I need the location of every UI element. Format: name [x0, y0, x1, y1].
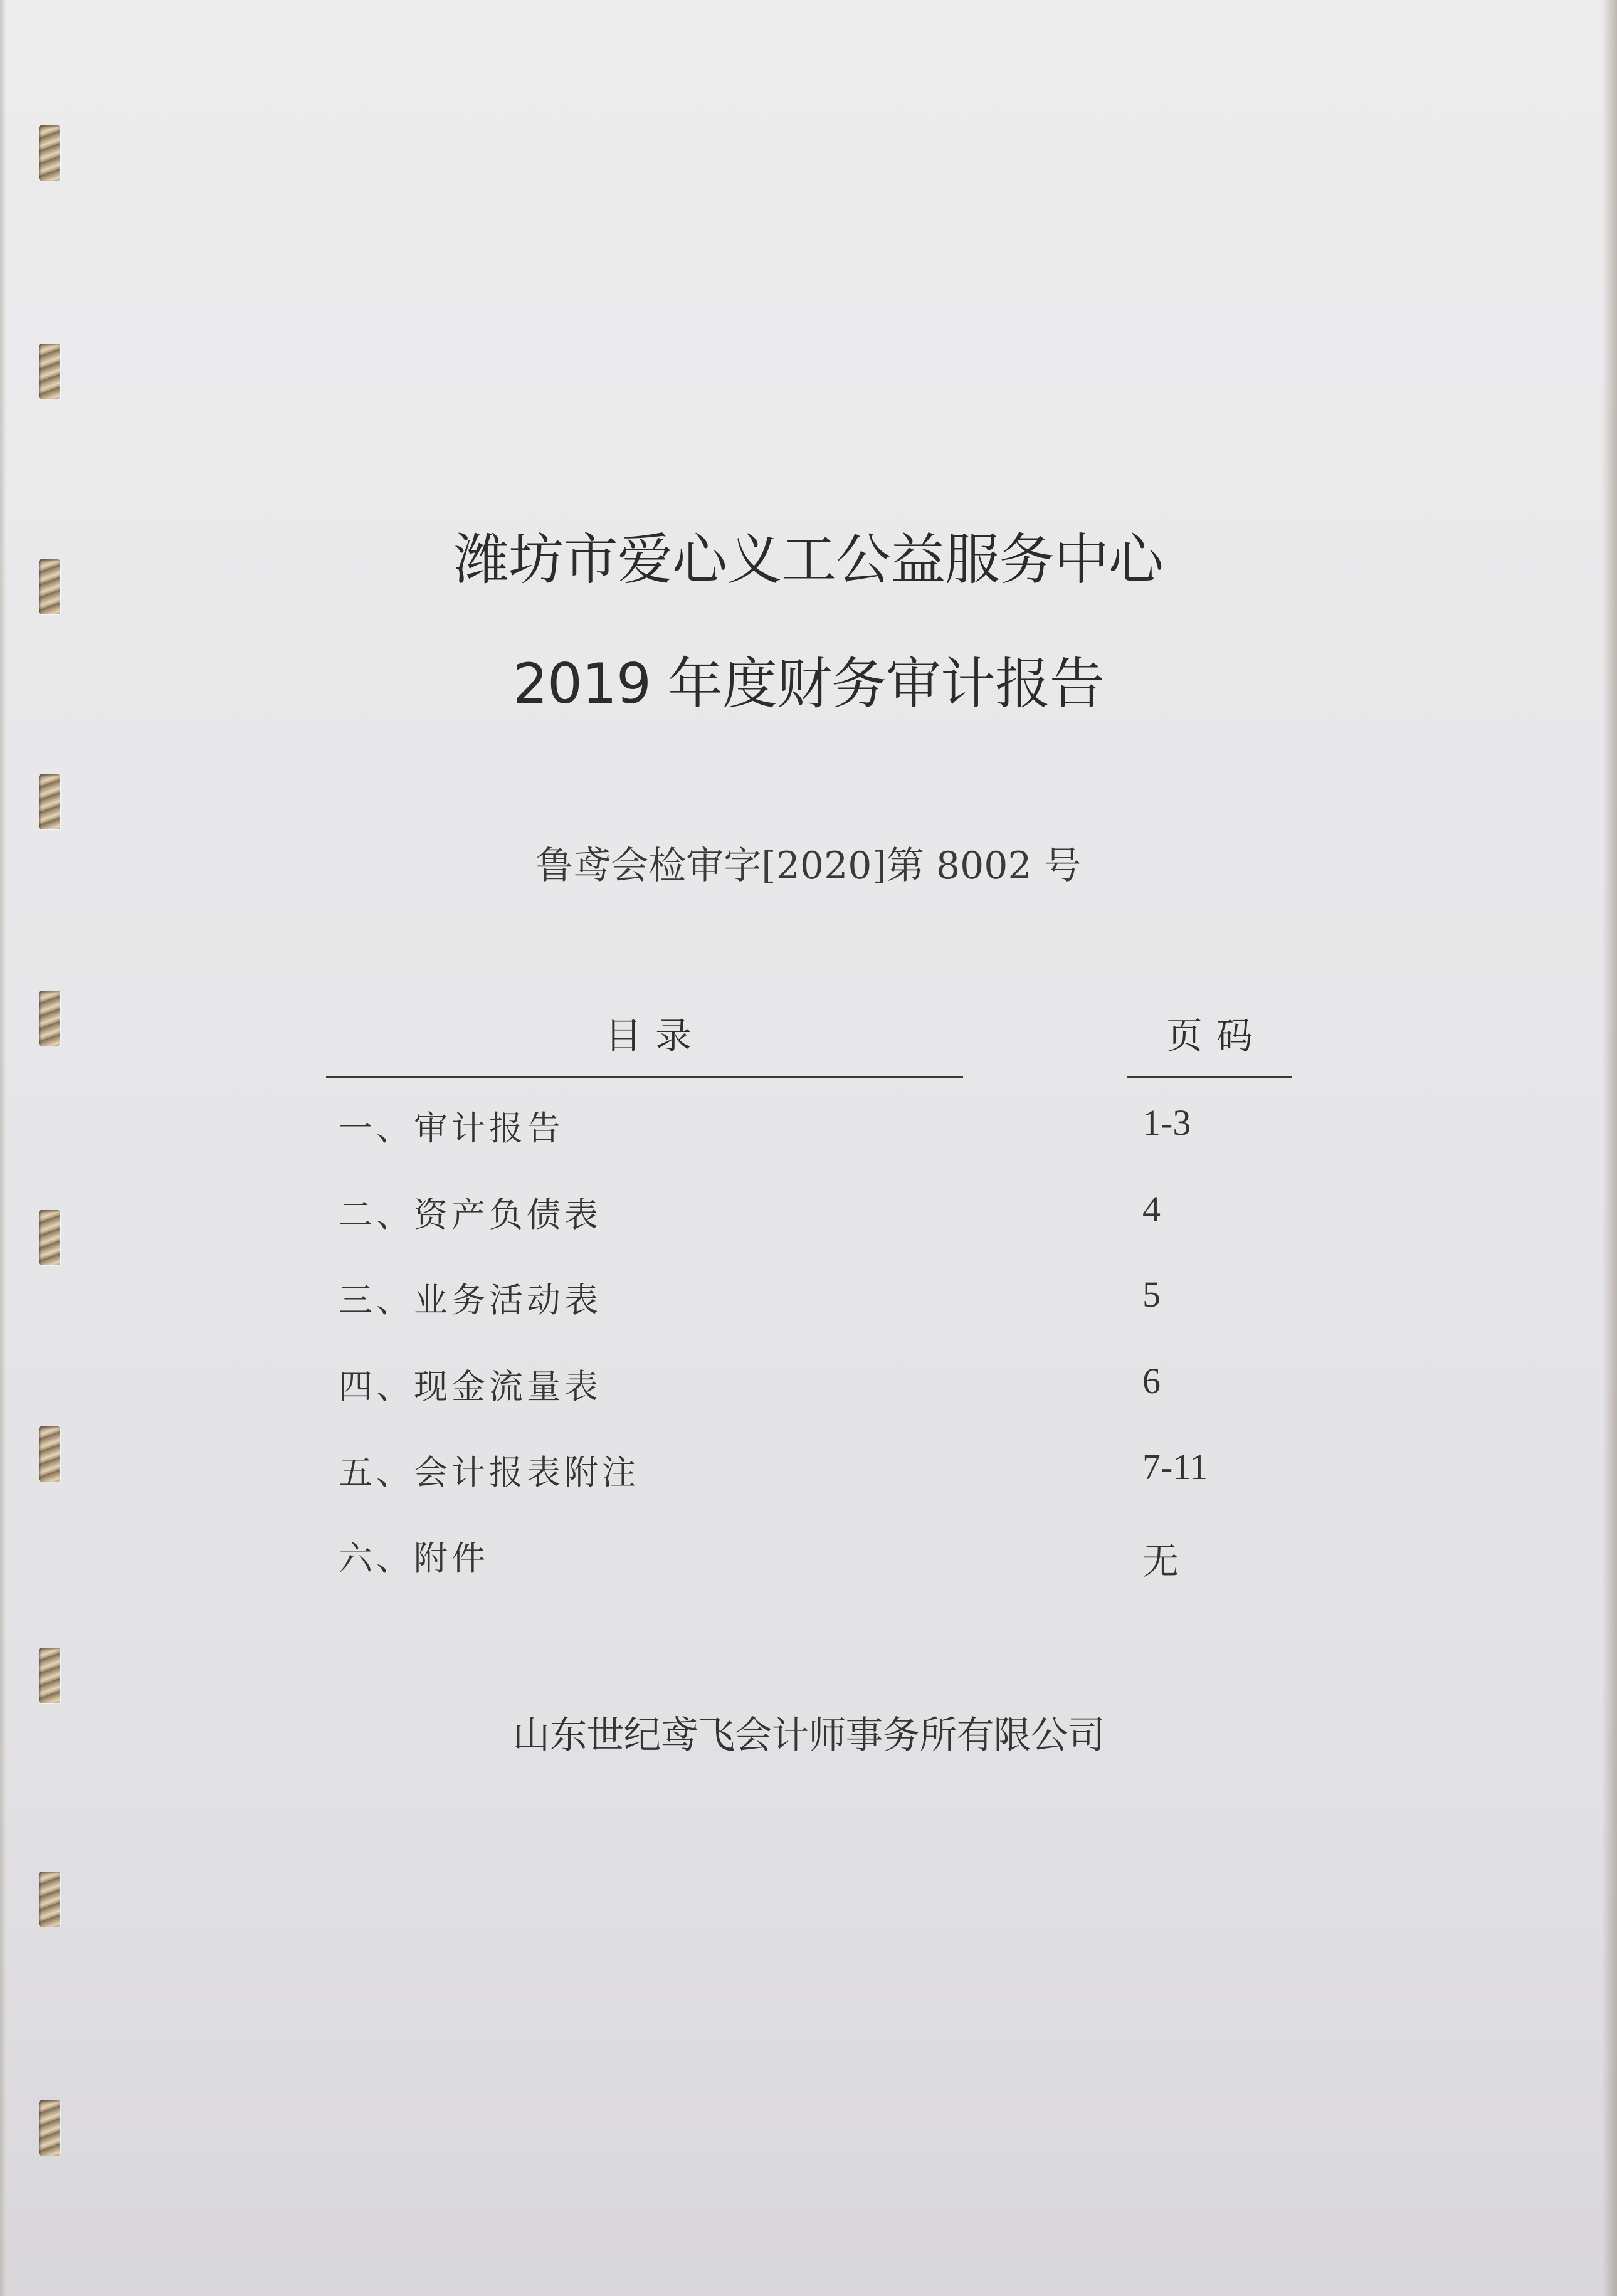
toc-row — [0, 1102, 1617, 1152]
binding-hole — [39, 125, 60, 181]
binding-hole — [39, 774, 60, 829]
toc-item-page: 4 — [1142, 1189, 1161, 1230]
toc-item-label: 三、业务活动表 — [339, 1280, 602, 1320]
toc-heading-contents: 目录 — [605, 1014, 706, 1057]
toc-row — [0, 1188, 1617, 1238]
toc-rule-contents — [326, 1076, 963, 1078]
toc-row — [0, 1446, 1617, 1496]
toc-item-label: 二、资产负债表 — [339, 1195, 602, 1235]
report-title-organization: 潍坊市爱心义工公益服务中心 — [453, 527, 1163, 592]
toc-row — [0, 1532, 1617, 1582]
toc-item-label: 一、审计报告 — [339, 1109, 564, 1148]
binding-hole — [39, 2100, 60, 2156]
toc-item-label: 六、附件 — [339, 1539, 489, 1578]
toc-item-page: 1-3 — [1142, 1102, 1191, 1143]
binding-hole — [39, 1648, 60, 1703]
toc-item-label: 四、现金流量表 — [339, 1367, 602, 1406]
binding-hole — [39, 1872, 60, 1927]
toc-item-page: 7-11 — [1142, 1446, 1208, 1487]
toc-rule-page — [1127, 1076, 1292, 1078]
accounting-firm-name: 山东世纪鸢飞会计师事务所有限公司 — [512, 1714, 1105, 1757]
toc-row — [0, 1273, 1617, 1324]
toc-heading-page: 页码 — [1166, 1014, 1267, 1057]
binding-hole — [39, 344, 60, 399]
document-number: 鲁鸢会检审字[2020]第 8002 号 — [535, 844, 1082, 888]
toc-item-page: 6 — [1142, 1361, 1161, 1401]
toc-item-page: 无 — [1142, 1541, 1179, 1582]
toc-item-page: 5 — [1142, 1274, 1161, 1315]
toc-row — [0, 1360, 1617, 1410]
report-title-year: 2019 年度财务审计报告 — [513, 651, 1104, 716]
toc-item-label: 五、会计报表附注 — [339, 1453, 640, 1492]
binding-hole — [39, 991, 60, 1046]
